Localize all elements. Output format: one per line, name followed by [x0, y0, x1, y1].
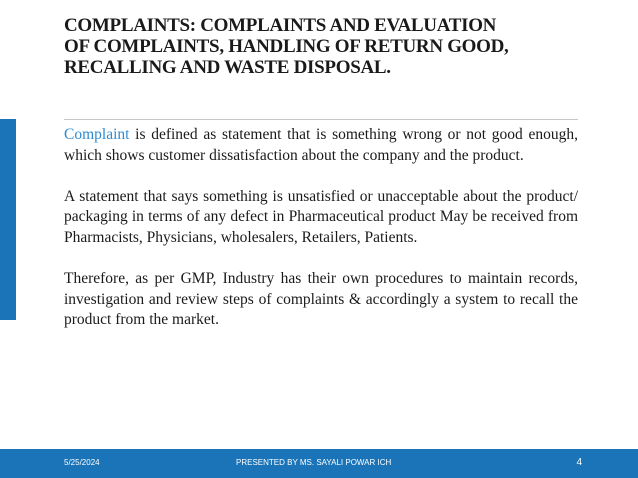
paragraph-gmp: Therefore, as per GMP, Industry has their own procedures to maintain records, investigation and review steps of complaints & accordingly a system to recall the product from the market. [64, 270, 578, 329]
title-line: COMPLAINTS: COMPLAINTS AND EVALUATION [64, 15, 497, 36]
definition-text: is defined as statement that is something wrong or not good enough, which shows customer dissatisfaction about the company and the product. [64, 126, 578, 164]
left-accent-bar [0, 119, 16, 320]
highlighted-term: Complaint [64, 126, 130, 143]
slide-title [64, 15, 584, 78]
title-divider [64, 119, 578, 120]
paragraph-definition [64, 125, 578, 166]
title-line: OF COMPLAINTS, HANDLING OF RETURN GOOD, [64, 36, 509, 57]
title-line: RECALLING AND WASTE DISPOSAL. [64, 57, 391, 78]
footer-presenter: PRESENTED BY MS. SAYALI POWAR ICH [236, 458, 392, 467]
paragraph-statement: A statement that says something is unsatisfied or unacceptable about the product/ packaging in terms of any defect in Pharmaceutical product May be received from Pharmacists, Physicians, wholesalers, Retailers, Patients. [64, 187, 578, 246]
footer-date: 5/25/2024 [64, 458, 100, 467]
page-number: 4 [576, 457, 582, 468]
footer-bar [0, 449, 638, 478]
slide-body [64, 125, 578, 352]
